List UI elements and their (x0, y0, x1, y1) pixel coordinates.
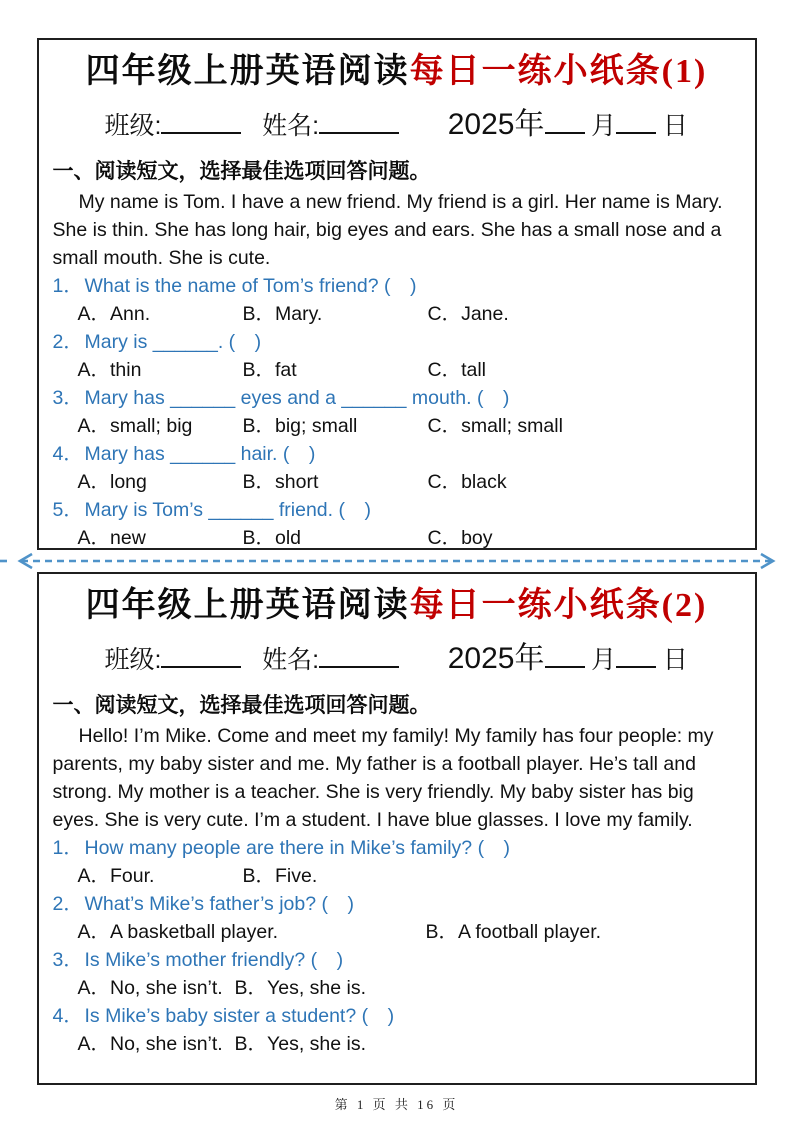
month-blank-line (545, 645, 585, 668)
question-row (53, 272, 741, 300)
question-row (53, 496, 741, 524)
worksheet-title (53, 48, 741, 96)
class-label: 班级: (104, 645, 162, 674)
options-row (53, 524, 741, 550)
double-arrow-divider-icon (0, 550, 793, 572)
option-item: C．boy (427, 526, 493, 549)
option-item: B．short (242, 470, 319, 493)
name-blank-line (319, 645, 399, 668)
question-text: What is the name of Tom’s friend? ( ) (84, 274, 417, 297)
question-row (53, 384, 741, 412)
question-text: Mary is Tom’s ______ friend. ( ) (84, 498, 371, 521)
option-item: A．new (77, 526, 146, 549)
option-item: A．thin (77, 358, 142, 381)
section-heading: 一、阅读短文，选择最佳选项回答问题。 (52, 159, 431, 183)
question-row (53, 440, 741, 468)
option-item: A．Ann. (77, 302, 151, 325)
worksheet-card-1 (37, 38, 757, 550)
page-number-footer: 第 1 页 共 16 页 (334, 1097, 459, 1112)
question-row (53, 1002, 741, 1030)
worksheet-title-black: 四年级上册英语阅读 (85, 53, 410, 90)
option-item: B．Yes, she is. (234, 1032, 367, 1055)
question-text: Is Mike’s baby sister a student? ( ) (84, 1004, 395, 1027)
question-number: 1． (52, 836, 83, 859)
option-item: B．Yes, she is. (234, 976, 367, 999)
question-number: 3． (52, 948, 83, 971)
option-item: B．Mary. (242, 302, 323, 325)
question-number: 5． (52, 498, 83, 521)
reading-passage: My name is Tom. I have a new friend. My friend is a girl. Her name is Mary. She is thin. She has long hair, big eyes and ears. She has a small nose and a small mouth. She is cute. (52, 190, 723, 269)
day-blank-line (616, 645, 656, 668)
meta-line (53, 99, 741, 143)
reading-passage: Hello! I’m Mike. Come and meet my family! My family has four people: my parents, my baby sister and me. My father is a football player. He’s tall and strong. My mother is a teacher. She is very friendly. My baby sister has big eyes. She is very cute. I’m a student. I have blue glasses. I love my family. (52, 724, 714, 831)
month-label: 月 (591, 645, 617, 674)
question-number: 3． (52, 386, 83, 409)
options-row (53, 356, 741, 384)
option-item: C．black (427, 470, 507, 493)
meta-line (53, 633, 741, 677)
question-number: 1． (52, 274, 83, 297)
section-heading: 一、阅读短文，选择最佳选项回答问题。 (52, 693, 431, 717)
options-row (53, 468, 741, 496)
question-text: What’s Mike’s father’s job? ( ) (84, 892, 354, 915)
worksheet-card-2 (37, 572, 757, 1085)
name-label: 姓名: (262, 111, 320, 140)
name-label: 姓名: (262, 645, 320, 674)
year-label: 2025年 (447, 641, 545, 675)
question-row (53, 890, 741, 918)
option-item: A．long (77, 470, 147, 493)
question-number: 4． (52, 442, 83, 465)
year-label: 2025年 (447, 107, 545, 141)
option-item: B．fat (242, 358, 297, 381)
day-label: 日 (662, 111, 688, 140)
option-item: C．small; small (427, 414, 563, 437)
option-item: B．Five. (242, 864, 318, 887)
question-text: Mary has ______ eyes and a ______ mouth. ( ) (84, 386, 510, 409)
option-item: C．tall (427, 358, 487, 381)
question-row (53, 946, 741, 974)
class-label: 班级: (104, 111, 162, 140)
class-blank-line (161, 645, 241, 668)
question-number: 4． (52, 1004, 83, 1027)
options-row (53, 974, 741, 1002)
worksheet-page (0, 38, 793, 1122)
worksheet-title-red: 每日一练小纸条(1) (409, 53, 708, 90)
options-row (53, 300, 741, 328)
question-text: Is Mike’s mother friendly? ( ) (84, 948, 344, 971)
option-item: A．Four. (77, 864, 155, 887)
page-cut-divider (0, 550, 793, 572)
question-text: Mary has ______ hair. ( ) (84, 442, 316, 465)
option-item: A．small; big (77, 414, 193, 437)
option-item: A．A basketball player. (77, 920, 279, 943)
question-number: 2． (52, 330, 83, 353)
question-list (53, 272, 741, 550)
worksheet-title (53, 582, 741, 630)
options-row (53, 412, 741, 440)
question-row (53, 328, 741, 356)
day-blank-line (616, 111, 656, 134)
worksheet-title-red: 每日一练小纸条(2) (409, 587, 708, 624)
name-blank-line (319, 111, 399, 134)
worksheet-title-black: 四年级上册英语阅读 (85, 587, 410, 624)
class-blank-line (161, 111, 241, 134)
option-item: A．No, she isn’t. (77, 1032, 223, 1055)
day-label: 日 (662, 645, 688, 674)
option-item: B．big; small (242, 414, 358, 437)
option-item: B．old (242, 526, 302, 549)
options-row (53, 918, 741, 946)
month-blank-line (545, 111, 585, 134)
options-row (53, 862, 741, 890)
question-list (53, 834, 741, 1058)
options-row (53, 1030, 741, 1058)
option-item: A．No, she isn’t. (77, 976, 223, 999)
question-text: How many people are there in Mike’s family? ( ) (84, 836, 511, 859)
question-row (53, 834, 741, 862)
option-item: C．Jane. (427, 302, 509, 325)
question-number: 2． (52, 892, 83, 915)
month-label: 月 (591, 111, 617, 140)
question-text: Mary is ______. ( ) (84, 330, 262, 353)
option-item: B．A football player. (425, 920, 602, 943)
